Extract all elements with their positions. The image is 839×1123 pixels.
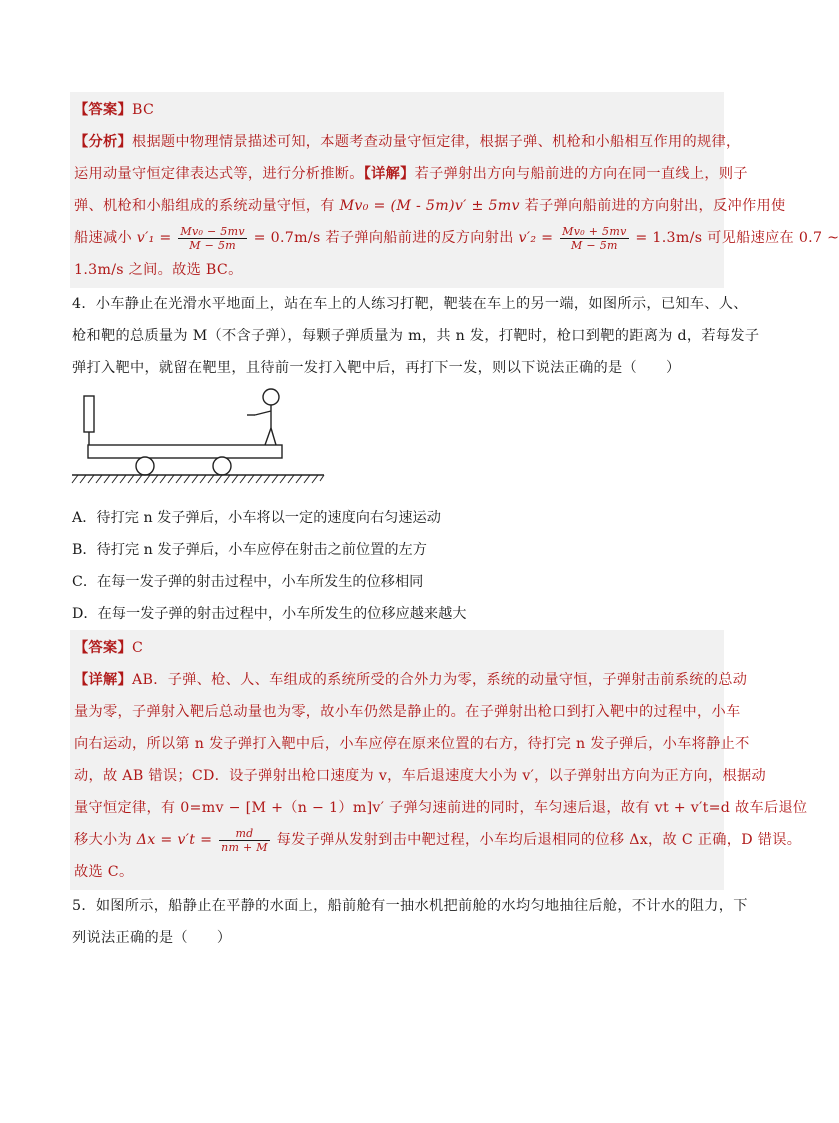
q4-detail-line-4: 动，故 AB 错误；CD．设子弹射出枪口速度为 v，车后退速度大小为 v′，以子弹射出方向为正方向，根据动 — [74, 768, 766, 784]
question-5 — [70, 890, 748, 954]
q3-analysis-line-1: 【分析】根据题中物理情景描述可知，本题考查动量守恒定律，根据子弹、机枪和小船相互作用的规律， — [74, 134, 741, 150]
q4-solution-block — [70, 630, 808, 890]
detail-label: 【详解】 — [74, 672, 132, 688]
q4-answer-line — [74, 632, 722, 664]
q3-analysis-line-3: 弹、机枪和小船组成的系统动量守恒，有 Mv₀ = (M - 5m)v′ ± 5mv 若子弹向船前进的方向射出，反冲作用使 — [74, 198, 786, 214]
person-head — [263, 389, 279, 405]
option-d: D．在每一发子弹的射击过程中，小车所发生的位移应越来越大 — [72, 606, 467, 622]
question-4 — [70, 288, 760, 384]
q4-detail-line-5: 量守恒定律，有 0=mv − [M +（n − 1）m]v′ 子弹匀速前进的同时，车匀速后退，故有 vt + v′t=d 故车后退位 — [74, 800, 808, 816]
q4-stem-line-3: 弹打入靶中，就留在靶里，且待前一发打入靶中后，再打下一发，则以下说法正确的是（ ） — [72, 360, 681, 376]
option-c: C．在每一发子弹的射击过程中，小车所发生的位移相同 — [72, 574, 424, 590]
option-b: B．待打完 n 发子弹后，小车应停在射击之前位置的左方 — [72, 542, 427, 558]
fraction-2: $\frac{\text{Mv₀ + 5mv}}{M - 5m}$ — [562, 224, 627, 252]
q4-detail-line-3: 向右运动，所以第 n 发子弹打入靶中后，小车应停在原来位置的右方，待打完 n 发子弹后，小车将静止不 — [74, 736, 750, 752]
displacement-fraction: $\frac{md}{nm + M}$ — [221, 826, 268, 854]
q3-analysis-line-2: 运用动量守恒定律表达式等，进行分析推断。【详解】若子弹射出方向与船前进的方向在同一直线上，则子 — [74, 166, 748, 182]
cart-platform — [88, 445, 282, 458]
answer-value: BC — [131, 102, 155, 118]
q4-detail-line-1: 【详解】AB．子弹、枪、人、车组成的系统所受的合外力为零，系统的动量守恒，子弹射击前系统的总动 — [74, 672, 748, 688]
q3-analysis-line-4: 船速减小 v′₁ = $\frac{\text{Mv₀ − 5mv}}{M - 5m}$ = 0.7m/s 若子弹向船前进的反方向射出 v′₂ = $\frac{\text{Mv₀ + 5mv}}{M - 5m}$ = 1.3m/s 可见船速应在 0.7 ~ — [74, 224, 839, 252]
fraction-1: $\frac{\text{Mv₀ − 5mv}}{M - 5m}$ — [180, 224, 245, 252]
q4-stem-line-2: 枪和靶的总质量为 M（不含子弹），每颗子弹质量为 m，共 n 发，打靶时，枪口到靶的距离为 d，若每发子 — [72, 328, 760, 344]
q4-detail-line-6: 移大小为 Δx = v′t = $\frac{md}{nm + M}$ 每发子弹从发射到击中靶过程，小车均后退相同的位移 Δx，故 C 正确，D 错误。 — [74, 826, 802, 854]
q3-solution-block — [70, 92, 839, 288]
q5-stem-line-1: 5．如图所示，船静止在平静的水面上，船前舱有一抽水机把前舱的水均匀地抽往后舱，不计水的阻力，下 — [72, 898, 748, 914]
q4-options — [70, 502, 724, 630]
q3-answer-line — [74, 94, 722, 126]
answer-label: 【答案】 — [74, 640, 132, 656]
momentum-equation: Mv₀ = (M - 5m)v′ ± 5mv — [339, 198, 520, 214]
q4-detail-line-2: 量为零，子弹射入靶后总动量也为零，故小车仍然是静止的。在子弹射出枪口到打入靶中的过程中，小车 — [74, 704, 741, 720]
option-a: A．待打完 n 发子弹后，小车将以一定的速度向右匀速运动 — [72, 510, 441, 526]
target-board — [84, 396, 94, 432]
q4-detail-line-7: 故选 C。 — [74, 864, 134, 880]
answer-value: C — [131, 640, 144, 656]
wheel-right — [213, 457, 231, 475]
document-page — [70, 92, 839, 954]
analysis-label: 【分析】 — [74, 134, 132, 150]
q4-stem-line-1: 4．小车静止在光滑水平地面上，站在车上的人练习打靶，靶装在车上的另一端，如图所示，已知车、人、 — [72, 296, 748, 312]
cart-diagram — [72, 388, 332, 498]
q3-analysis-line-5: 1.3m/s 之间。故选 BC。 — [74, 262, 243, 278]
q5-stem-line-2: 列说法正确的是（ ） — [72, 930, 232, 946]
detail-label: 【详解】 — [363, 166, 415, 182]
answer-label: 【答案】 — [74, 102, 132, 118]
cart-target-figure — [72, 384, 724, 502]
ground-hatching — [72, 475, 324, 483]
wheel-left — [136, 457, 154, 475]
